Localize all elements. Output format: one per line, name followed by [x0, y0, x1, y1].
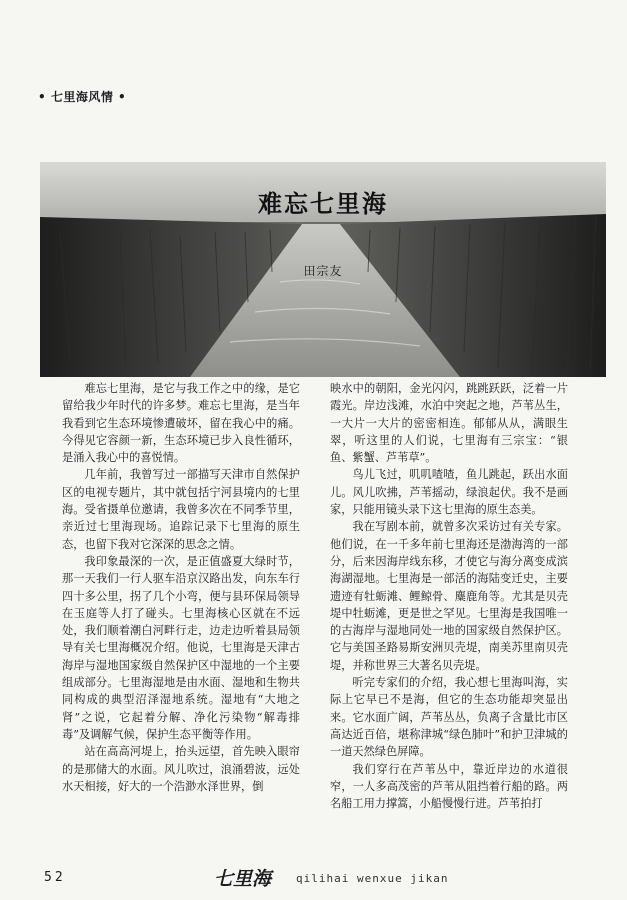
- article-author: 田宗友: [303, 264, 343, 278]
- page-footer: [0, 862, 627, 892]
- article-column-right: [330, 380, 568, 870]
- paragraph: 我在写剧本前，就曾多次采访过有关专家。他们说，在一千多年前七里海还是渤海湾的一部分，后来因海岸线东移，才使它与海分离变成滨海湖湿地。七里海是一部活的海陆变迁史，主要遗迹有牡蛎滩、鲤鲸骨、麋鹿角等。尤其是贝壳堤中牡蛎滩，更是世之罕见。七里海是我国唯一的古海岸与湿地同处一地的国家级自然保护区。它与美国圣路易斯安洲贝壳堤，南美苏里南贝壳堤，并称世界三大著名贝壳堤。: [330, 520, 568, 672]
- article-column-left: [62, 380, 300, 870]
- paragraph: 站在高高河堤上，抬头远望，首先映入眼帘的是那储大的水面。风儿吹过，浪涌碧波，远处水天相接，好大的一个浩渺水泽世界，倒: [62, 745, 300, 793]
- paragraph: 难忘七里海，是它与我工作之中的缘，是它留给我少年时代的许多梦。难忘七里海，是当年我看到它生态环境惨遭破坏，留在我心中的痛。今得见它容颜一新，生态环境已步入良性循环，是涌入我心中的喜悦情。: [62, 382, 300, 465]
- journal-logo: 七里海: [214, 868, 272, 890]
- paragraph: 映水中的朝阳，金光闪闪，跳跳跃跃，泛着一片霞光。岸边浅滩，水泊中突起之地，芦苇丛生，一大片一大片的密密相连。郁郁从从，满眼生翠，听这里的人们说，七里海有三宗宝：“银鱼、紫蟹、芦苇草”。: [330, 382, 568, 465]
- journal-pinyin: qilihai wenxue jikan: [296, 872, 449, 885]
- paragraph: 我印象最深的一次，是正值盛夏大绿时节，那一天我们一行人驱车沿京汉路出发，向东车行四十多公里，拐了几个小弯，便与县环保局领导在玉庭等人打了碰头。七里海核心区就在不远处，我们顺着潮白河畔行走，边走边听着县局领导有关七里海概况介绍。他说，七里海是天津古海岸与湿地国家级自然保护区中湿地的一个主要组成部分。七里海湿地是由水面、湿地和生物共同构成的典型沼泽湿地系统。湿地有“大地之肾”之说，它起着分解、净化污染物“解毒排毒”及调解气候，保护生态平衡等作用。: [62, 554, 300, 741]
- page-number: 52: [44, 870, 66, 885]
- paragraph: 鸟儿飞过，叽叽喳喳，鱼儿跳起，跃出水面儿。风儿吹拂，芦苇摇动，绿浪起伏。我不是画家，只能用镜头录下这七里海的原生态美。: [330, 468, 568, 517]
- section-tag: • 七里海风情 •: [38, 90, 127, 104]
- paragraph: 我们穿行在芦苇丛中，靠近岸边的水道很窄，一人多高茂密的芦苇从阻挡着行船的路。两名船工用力撑篙，小船慢慢行进。芦苇拍打: [330, 762, 568, 811]
- paragraph: 听完专家们的介绍，我心想七里海叫海，实际上它早已不是海，但它的生态功能却突显出来。它水面广阔，芦苇丛丛，负离子含量比市区高达近百倍，堪称津城“绿色肺叶”和护卫津城的一道天然绿色屏障。: [330, 676, 568, 759]
- article-title: 难忘七里海: [258, 190, 388, 218]
- paragraph: 几年前，我曾写过一部描写天津市自然保护区的电视专题片，其中就包括宁河县境内的七里海。受省摄单位邀请，我曾多次在不同季节里，亲近过七里海现场。追踪记录下七里海的原生态，也留下我对它深深的思念之情。: [62, 468, 300, 551]
- hero-image: [40, 162, 606, 377]
